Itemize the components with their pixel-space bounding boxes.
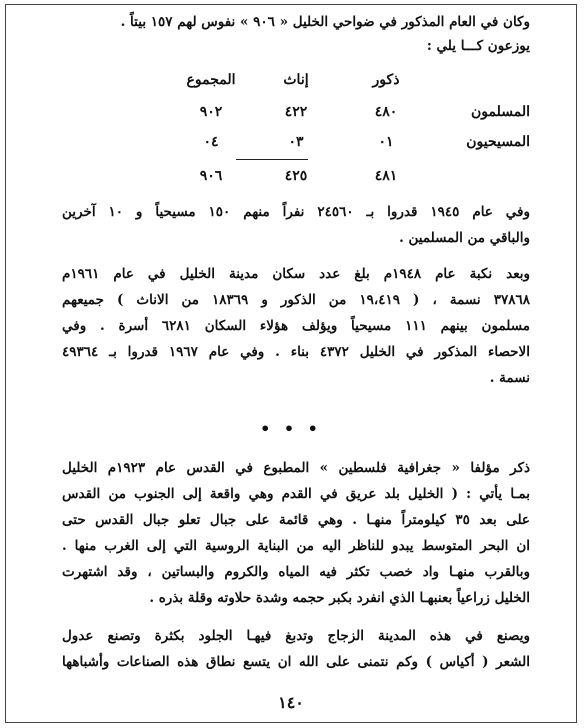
text-line: الاحصاء المذكور في الخليل ٤٣٧٢ بناء . وفي عام ١٩٦٧ قدروا بـ ٤٩٣٦٤ (62, 344, 530, 360)
page-number: ١٤٠ (278, 693, 304, 712)
section-separator: • • • (260, 419, 322, 438)
table-cell: ٠٤ (203, 134, 219, 150)
text-line: ٣٧٨٦٨ نسمة ، ( ١٩،٤١٩ من الذكور و ١٨٣٦٩ من الاناث ) جميعهم (62, 292, 530, 308)
text-line: وفي عام ١٩٤٥ قدروا بـ ٢٤٥٦٠ نفراً منهم ١٥٠ مسيحياً و ١٠ آخرين (62, 204, 531, 220)
table-cell: ٠٣ (288, 134, 304, 150)
text-line: الشعر ( أكياس ) وكم نتمنى على الله ان يتسع نطاق هذه الصناعات وأشباهها (62, 654, 530, 670)
table-cell: ٤٢٥ (284, 168, 308, 184)
text-line: وبعد نكبة عام ١٩٤٨م بلغ عدد سكان مدينة الخليل في عام ١٩٦١م (62, 266, 531, 282)
text-line: والباقي من المسلمين . (399, 230, 530, 246)
text-line: الخليل زراعياً بعنبهـا الذي انفرد بكبر حجمه وشدة حلاوته وقلة بذره . (149, 590, 530, 606)
page-frame (5, 4, 577, 723)
table-header-total: المجموع (186, 72, 236, 88)
book-page (6, 5, 576, 722)
text-line: ان البحر المتوسط يبدو للناظر اليه من البناية الروسية التي إلى الغرب منها . (62, 538, 530, 554)
table-cell: ٠١ (378, 134, 394, 150)
text-line: مسلمون بينهم ١١١ مسيحياً ويؤلف هؤلاء السكان ٦٢٨١ أسرة . وفي (62, 318, 530, 334)
text-line: نسمة . (489, 370, 530, 386)
table-row-label: المسيحيون (466, 134, 530, 150)
text-line: يوزعون كـــا يلي : (426, 38, 530, 54)
table-cell: ٩٠٦ (199, 168, 223, 184)
table-cell: ٤٨١ (374, 168, 398, 184)
text-line: بمـا يأتي : ( الخليل بلد عريق في القدم وهي واقعة إلى الجنوب من القدس (62, 486, 530, 502)
text-line: على بعد ٣٥ كيلومتراً منهـا . وهي قائمة على جبال تعلو جبال القدس حتى (62, 512, 530, 528)
text-line: وكان في العام المذكور في ضواحي الخليل « ٩٠٦ » نفوس لهم ١٥٧ بيتاً . (120, 14, 530, 30)
table-cell: ٤٢٢ (284, 104, 308, 120)
table-header-females: إناث (283, 72, 309, 88)
table-row-label: المسلمون (471, 104, 530, 120)
text-line: ذكر مؤلفا « جغرافية فلسطين » المطبوع في القدس عام ١٩٢٣م الخليل (62, 460, 531, 476)
table-cell: ٤٨٠ (374, 104, 398, 120)
text-line: وبالقرب منهـا واد خصب تكثر فيه المياه والكروم والبساتين ، وقد اشتهرت (62, 564, 530, 580)
table-cell: ٩٠٢ (199, 104, 223, 120)
total-rule (236, 159, 308, 160)
table-header-males: ذكور (372, 72, 400, 88)
text-line: ويصنع في هذه المدينة الزجاج وتدبغ فيهـا الجلود بكثرة وتصنع عدول (62, 628, 530, 644)
